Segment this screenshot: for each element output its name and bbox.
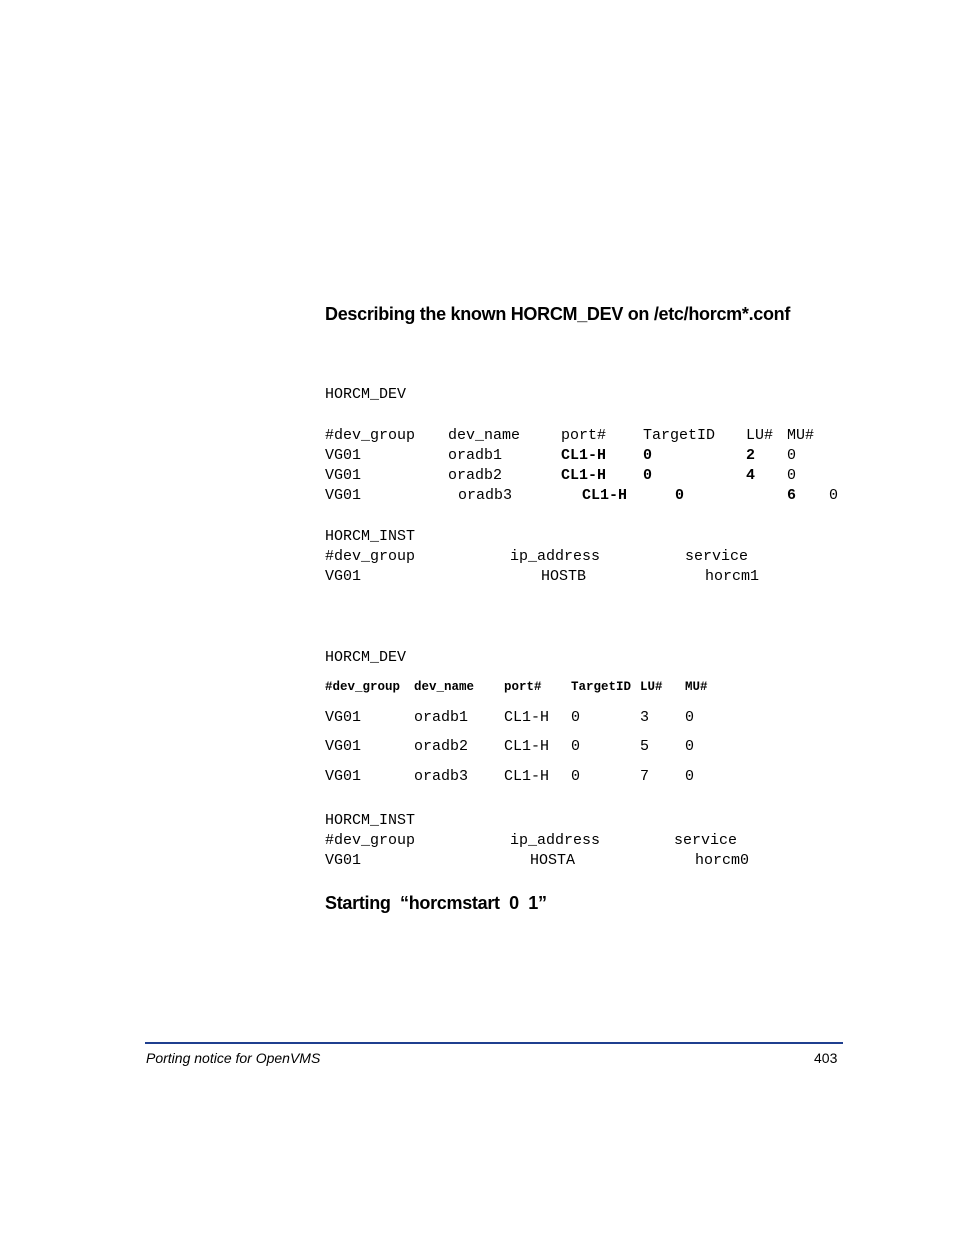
header-port: port#: [561, 427, 607, 444]
cell-port: CL1-H: [504, 738, 550, 755]
header-target-id: TargetID: [571, 680, 632, 694]
cell-mu: 0: [685, 738, 695, 755]
cell-dev-group: VG01: [325, 768, 362, 785]
cell-target-id: 0: [571, 709, 581, 726]
cell-dev-group: VG01: [325, 467, 362, 484]
cell-mu: 0: [685, 768, 695, 785]
cell-port: CL1-H: [504, 768, 550, 785]
header-dev-name: dev_name: [414, 680, 475, 694]
cell-lu: 4: [746, 467, 756, 484]
cell-target-id: 0: [571, 768, 581, 785]
cell-lu: 6: [787, 487, 797, 504]
inst-header-ip-address: ip_address: [510, 548, 601, 565]
cell-dev-name: oradb2: [448, 467, 503, 484]
horcm-inst-label: HORCM_INST: [325, 812, 416, 829]
header-mu: MU#: [787, 427, 815, 444]
cell-dev-group: VG01: [325, 738, 362, 755]
horcm-dev-label: HORCM_DEV: [325, 386, 407, 403]
header-lu: LU#: [640, 680, 663, 694]
inst-cell-dev-group: VG01: [325, 568, 362, 585]
cell-target-id: 0: [643, 447, 653, 464]
inst-header-service: service: [674, 832, 738, 849]
inst-cell-service: horcm1: [705, 568, 760, 585]
cell-target-id: 0: [571, 738, 581, 755]
cell-lu: 3: [640, 709, 650, 726]
header-lu: LU#: [746, 427, 774, 444]
header-dev-group: #dev_group: [325, 680, 401, 694]
inst-header-ip-address: ip_address: [510, 832, 601, 849]
cell-dev-name: oradb3: [414, 768, 469, 785]
inst-cell-service: horcm0: [695, 852, 750, 869]
cell-lu: 2: [746, 447, 756, 464]
inst-header-service: service: [685, 548, 749, 565]
cell-dev-name: oradb2: [414, 738, 469, 755]
cell-mu: 0: [685, 709, 695, 726]
cell-dev-group: VG01: [325, 709, 362, 726]
cell-dev-group: VG01: [325, 487, 362, 504]
header-mu: MU#: [685, 680, 708, 694]
header-dev-group: #dev_group: [325, 427, 416, 444]
inst-header-dev-group: #dev_group: [325, 832, 416, 849]
horcm-dev-label: HORCM_DEV: [325, 649, 407, 666]
inst-cell-ip-address: HOSTA: [530, 852, 576, 869]
cell-port: CL1-H: [582, 487, 628, 504]
cell-target-id: 0: [643, 467, 653, 484]
cell-dev-name: oradb1: [448, 447, 503, 464]
footer-rule: [145, 1042, 843, 1044]
header-dev-name: dev_name: [448, 427, 521, 444]
cell-port: CL1-H: [561, 447, 607, 464]
cell-mu: 0: [787, 467, 797, 484]
header-target-id: TargetID: [643, 427, 716, 444]
footer-title: Porting notice for OpenVMS: [146, 1050, 321, 1066]
cell-mu: 0: [787, 447, 797, 464]
cell-lu: 7: [640, 768, 650, 785]
cell-mu: 0: [829, 487, 839, 504]
cell-target-id: 0: [675, 487, 685, 504]
header-port: port#: [504, 680, 542, 694]
horcm-inst-label: HORCM_INST: [325, 528, 416, 545]
cell-dev-name: oradb3: [458, 487, 513, 504]
cell-dev-name: oradb1: [414, 709, 469, 726]
inst-header-dev-group: #dev_group: [325, 548, 416, 565]
section-heading-horcm-dev: Describing the known HORCM_DEV on /etc/horcm*.conf: [325, 304, 791, 324]
cell-lu: 5: [640, 738, 650, 755]
page-number: 403: [814, 1050, 838, 1066]
inst-cell-dev-group: VG01: [325, 852, 362, 869]
cell-dev-group: VG01: [325, 447, 362, 464]
inst-cell-ip-address: HOSTB: [541, 568, 587, 585]
section-heading-horcmstart: Starting “horcmstart 0 1”: [325, 893, 547, 913]
cell-port: CL1-H: [504, 709, 550, 726]
cell-port: CL1-H: [561, 467, 607, 484]
